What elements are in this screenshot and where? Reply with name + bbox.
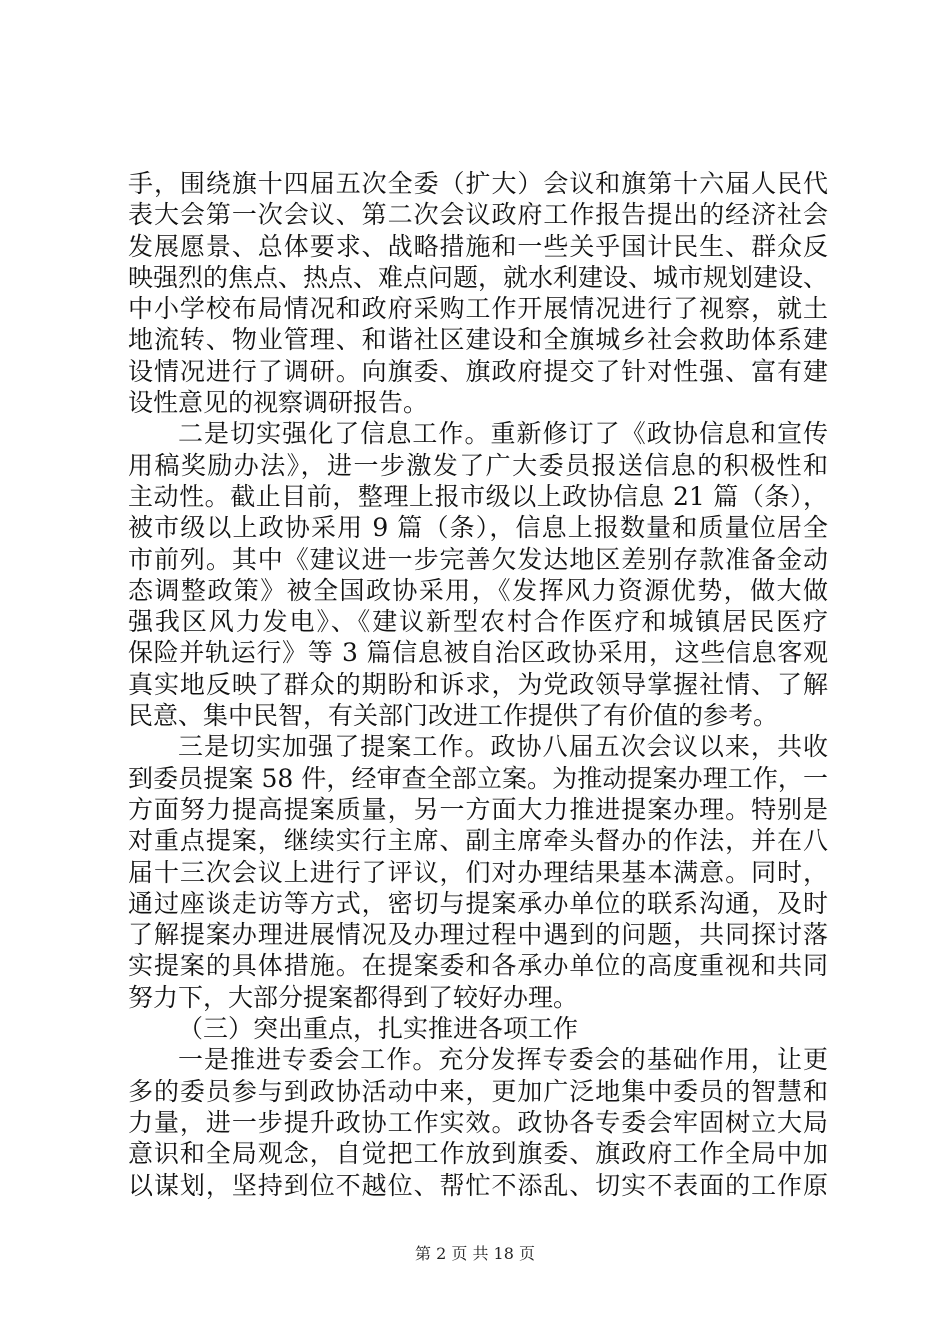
text-line: 意识和全局观念，自觉把工作放到旗委、旗政府工作全局中加 [128,1139,828,1169]
text-line: 真实地反映了群众的期盼和诉求，为党政领导掌握社情、了解 [128,669,828,699]
text-line: 到委员提案 58 件，经审查全部立案。为推动提案办理工作，一 [128,763,828,793]
text-line: 映强烈的焦点、热点、难点问题，就水利建设、城市规划建设、 [128,262,829,292]
text-line: 实提案的具体措施。在提案委和各承办单位的高度重视和共同 [128,951,828,981]
text-line: 用稿奖励办法》，进一步激发了广大委员报送信息的积极性和 [128,450,828,480]
paragraph-start-line: 一是推进专委会工作。充分发挥专委会的基础作用，让更 [178,1045,828,1075]
page-number-footer: 第 2 页 共 18 页 [415,1244,535,1263]
text-line: 努力下，大部分提案都得到了较好办理。 [128,982,579,1012]
text-line: 力量，进一步提升政协工作实效。政协各专委会牢固树立大局 [128,1107,828,1137]
paragraph-start-line: 三是切实加强了提案工作。政协八届五次会议以来，共收 [178,732,828,762]
document-body [128,168,828,1201]
text-line: 保险并轨运行》等 3 篇信息被自治区政协采用，这些信息客观 [128,638,828,668]
text-line: 通过座谈走访等方式，密切与提案承办单位的联系沟通，及时 [128,888,828,918]
text-line: 发展愿景、总体要求、战略措施和一些关乎国计民生、群众反 [128,231,828,261]
text-line: 对重点提案，继续实行主席、副主席牵头督办的作法，并在八 [128,826,828,856]
text-line: 态调整政策》被全国政协采用，《发挥风力资源优势，做大做 [128,575,828,605]
text-line: 多的委员参与到政协活动中来，更加广泛地集中委员的智慧和 [128,1076,828,1106]
text-line: 强我区风力发电》、《建议新型农村合作医疗和城镇居民医疗 [128,607,828,637]
section-heading: （三）突出重点，扎实推进各项工作 [178,1014,579,1044]
text-line: 主动性。截止目前，整理上报市级以上政协信息 21 篇（条）， [128,481,828,511]
text-line: 届十三次会议上进行了评议，们对办理结果基本满意。同时， [128,857,828,887]
text-line: 手，围绕旗十四届五次全委（扩大）会议和旗第十六届人民代 [128,169,828,198]
text-line: 地流转、物业管理、和谐社区建设和全旗城乡社会救助体系建 [128,325,828,355]
text-line: 被市级以上政协采用 9 篇（条），信息上报数量和质量位居全 [128,513,828,543]
text-line: 市前列。其中《建议进一步完善欠发达地区差别存款准备金动 [128,544,828,574]
text-line: 表大会第一次会议、第二次会议政府工作报告提出的经济社会 [128,200,828,230]
text-line: 了解提案办理进展情况及办理过程中遇到的问题，共同探讨落 [128,920,828,950]
text-line: 民意、集中民智，有关部门改进工作提供了有价值的参考。 [128,701,779,731]
text-line: 设性意见的视察调研报告。 [128,388,429,418]
text-line: 以谋划，坚持到位不越位、帮忙不添乱、切实不表面的工作原 [128,1170,828,1200]
paragraph-start-line: 二是切实强化了信息工作。重新修订了《政协信息和宣传 [178,419,828,449]
text-line: 中小学校布局情况和政府采购工作开展情况进行了视察，就土 [128,294,828,324]
text-line: 设情况进行了调研。向旗委、旗政府提交了针对性强、富有建 [128,356,828,386]
text-line: 方面努力提高提案质量，另一方面大力推进提案办理。特别是 [128,794,828,824]
